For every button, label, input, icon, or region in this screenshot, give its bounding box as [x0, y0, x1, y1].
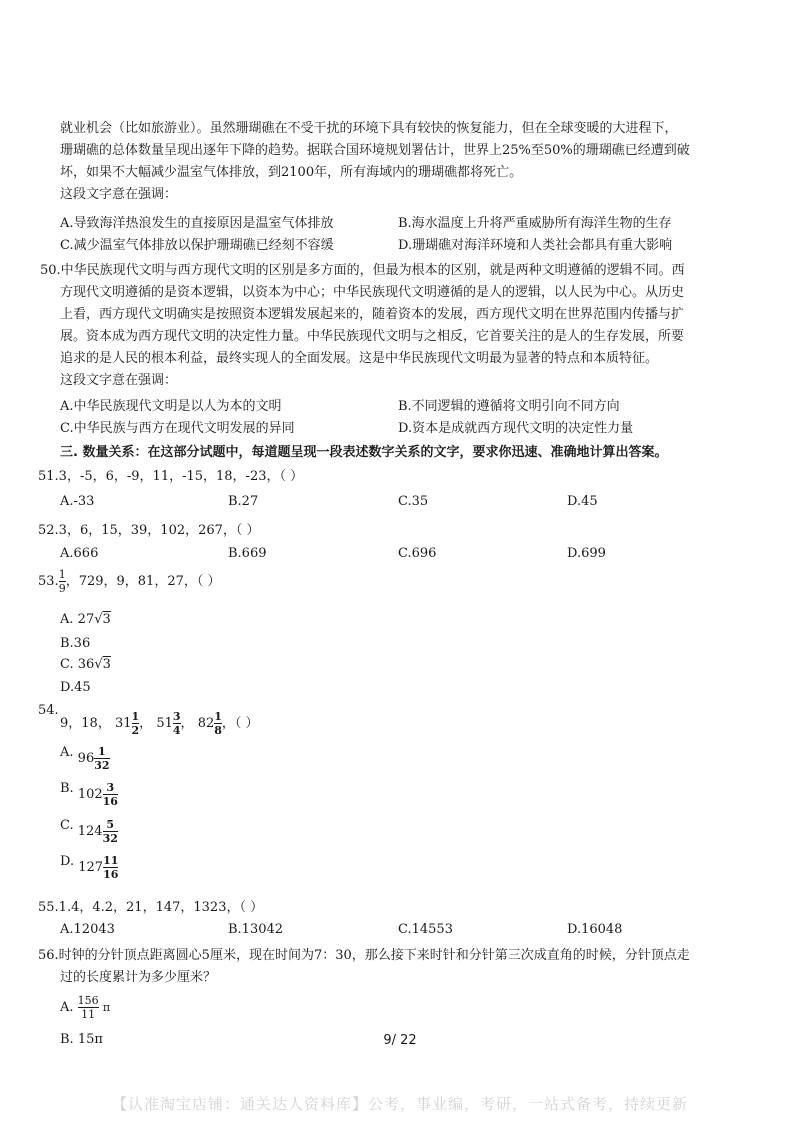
- watermark: 【认准淘宝店铺：通关达人资料库】公考，事业编，考研，一站式备考，持续更新: [111, 1095, 688, 1113]
- q54-option-c[interactable]: C. 124 $\frac{5}{32}$: [60, 818, 118, 845]
- q55-stem: 55.1.4，4.2，21，147，1323，（ ）: [38, 900, 264, 915]
- q52-option-d[interactable]: D.699: [567, 546, 606, 561]
- q54-option-d[interactable]: D. 127 $\frac{11}{16}$: [60, 854, 119, 881]
- q52-option-a[interactable]: A.666: [60, 546, 99, 561]
- q49-option-a[interactable]: A.导致海洋热浪发生的直接原因是温室气体排放: [60, 216, 334, 231]
- sqrt-icon: √: [94, 612, 103, 627]
- q52-stem: 52.3，6，15，39，102，267，（ ）: [38, 523, 260, 538]
- q54-number: 54.: [38, 703, 59, 718]
- q50-option-d[interactable]: D.资本是成就西方现代文明的决定性力量: [398, 421, 634, 436]
- q49-line: 珊瑚礁的总体数量呈现出逐年下降的趋势。据联合国环境规划署估计，世界上25%至50%的珊瑚礁已经遭到破: [60, 143, 690, 158]
- q50-line: 追求的是人民的根本利益，最终实现人的全面发展。这是中华民族现代文明最为显著的特点和本质特征。: [60, 351, 659, 366]
- q53-option-c[interactable]: C. 36√3: [60, 657, 111, 672]
- sqrt-icon: √: [94, 657, 103, 672]
- q54-option-a[interactable]: A. 96 $\frac{1}{32}$: [60, 745, 110, 772]
- q50-line: 50.中华民族现代文明与西方现代文明的区别是多方面的，但最为根本的区别，就是两种文明遵循的逻辑不同。西: [40, 263, 685, 278]
- q55-option-a[interactable]: A.12043: [60, 922, 115, 937]
- q49-line: 就业机会（比如旅游业）。虽然珊瑚礁在不受干扰的环境下具有较快的恢复能力，但在全球变暖的大进程下，: [60, 121, 678, 136]
- mixed-number: 31 $\frac{1}{2}$: [114, 710, 140, 737]
- q49-line: 坏，如果不大幅减少温室气体排放，到2100年，所有海域内的珊瑚礁都将死亡。: [60, 165, 523, 180]
- q56-stem: [38, 945, 758, 989]
- q51-option-b[interactable]: B.27: [228, 494, 259, 509]
- q50-option-b[interactable]: B.不同逻辑的遵循将文明引向不同方向: [398, 399, 620, 414]
- pi-symbol: π: [102, 1001, 111, 1014]
- mixed-number: 51 $\frac{3}{4}$: [156, 710, 181, 737]
- q56-line: 56.时钟的分针顶点距离圆心5厘米，现在时间为7：30，那么接下来时针和分针第三次成直角的时候，分针顶点走: [38, 948, 690, 963]
- q49-prompt: 这段文字意在强调：: [60, 187, 178, 202]
- q52-option-c[interactable]: C.696: [398, 546, 437, 561]
- q50-prompt: 这段文字意在强调：: [60, 373, 178, 388]
- q50-option-a[interactable]: A.中华民族现代文明是以人为本的文明: [60, 399, 282, 414]
- q53-option-d[interactable]: D.45: [60, 680, 91, 695]
- q51-option-d[interactable]: D.45: [567, 494, 598, 509]
- q50-option-c[interactable]: C.中华民族与西方在现代文明发展的异同: [60, 421, 295, 436]
- q49-option-b[interactable]: B.海水温度上升将严重威胁所有海洋生物的生存: [398, 216, 672, 231]
- q53-stem: [38, 568, 221, 595]
- q55-option-c[interactable]: C.14553: [398, 922, 453, 937]
- q56-line: 过的长度累计为多少厘米？: [60, 970, 217, 985]
- q50-line: 上看，西方现代文明确实是按照资本逻辑发展起来的，随着资本的发展，西方现代文明在世界范围内传播与扩: [60, 307, 685, 322]
- q51-option-c[interactable]: C.35: [398, 494, 429, 509]
- q55-option-b[interactable]: B.13042: [228, 922, 284, 937]
- q56-option-a[interactable]: A. $\frac{156}{11}$ π: [60, 994, 111, 1021]
- mixed-number: 82 $\frac{1}{8}$: [197, 710, 222, 737]
- q49-option-d[interactable]: D.珊瑚礁对海洋环境和人类社会都具有重大影响: [398, 238, 673, 253]
- sequence-text: ，729，9，81，27，（ ）: [65, 574, 221, 589]
- q55-option-d[interactable]: D.16048: [567, 922, 623, 937]
- q54-stem: 9，18， 31 $\frac{1}{2}$ ， 51 $\frac{3}{4}$ ， 82 $\frac{1}{8}$ ，（ ）: [60, 710, 259, 737]
- q53-option-b[interactable]: B.36: [60, 636, 91, 651]
- page-number: 9/ 22: [383, 1033, 417, 1048]
- q50-line: 方现代文明遵循的是资本逻辑，以资本为中心；中华民族现代文明遵循的是人的逻辑，以人民为中心。从历史: [60, 285, 685, 300]
- q52-option-b[interactable]: B.669: [228, 546, 267, 561]
- q53-option-a[interactable]: A. 27√3: [60, 612, 111, 627]
- q54-option-b[interactable]: B. 102 $\frac{3}{16}$: [60, 781, 118, 808]
- q50-stem: [40, 260, 740, 392]
- section-heading: 三. 数量关系：在这部分试题中，每道题呈现一段表述数字关系的文字，要求你迅速、准确地计算出答案。: [60, 445, 668, 460]
- q51-stem: 51.3，-5，6，-9，11，-15，18，-23，（ ）: [38, 469, 304, 484]
- q51-option-a[interactable]: A.-33: [60, 494, 95, 509]
- q50-line: 展。资本成为西方现代文明的决定性力量。中华民族现代文明与之相反，它首要关注的是人的生存发展，所要: [60, 329, 685, 344]
- q56-option-b[interactable]: B. 15π: [60, 1032, 103, 1047]
- fraction: $\frac{1}{9}$: [58, 568, 66, 595]
- question-number: 53.: [38, 574, 59, 589]
- q49-option-c[interactable]: C.减少温室气体排放以保护珊瑚礁已经刻不容缓: [60, 238, 334, 253]
- q49-stem: [60, 118, 740, 206]
